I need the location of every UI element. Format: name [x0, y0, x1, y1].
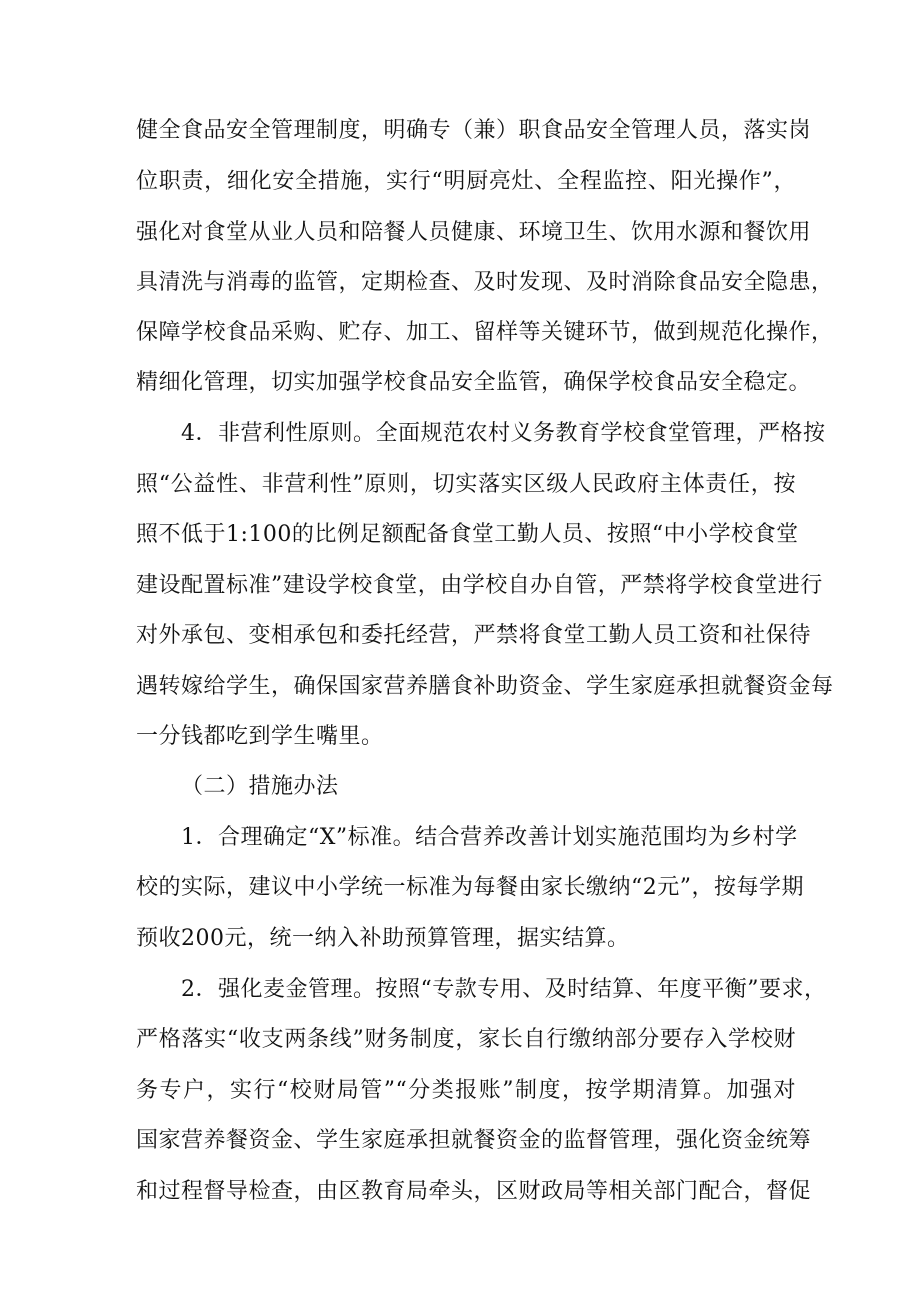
item-2-heading-line: 2．强化麦金管理。按照“专款专用、及时结算、年度平衡”要求， [181, 977, 827, 1002]
paragraph-4-heading-line: 4．非营利性原则。全面规范农村义务教育学校食堂管理，严格按 [181, 421, 826, 446]
text-line: 照“公益性、非营利性”原则，切实落实区级人民政府主体责任，按 [136, 472, 796, 497]
item-1-heading-line: 1．合理确定“X”标准。结合营养改善计划实施范围均为乡村学 [181, 825, 798, 850]
text-line: 具清洗与消毒的监管，定期检查、及时发现、及时消除食品安全隐患， [136, 270, 834, 295]
text-line: 预收200元，统一纳入补助预算管理，据实结算。 [136, 926, 630, 951]
section-heading: （二）措施办法 [181, 774, 339, 799]
text-line: 位职责，细化安全措施，实行“明厨亮灶、全程监控、阳光操作”， [136, 169, 796, 194]
text-line: 遇转嫁给学生，确保国家营养膳食补助资金、学生家庭承担就餐资金每 [136, 674, 834, 699]
text-line: 校的实际，建议中小学统一标准为每餐由家长缴纳“2元”，按每学期 [136, 875, 804, 900]
text-line: 照不低于1:100的比例足额配备食堂工勤人员、按照“中小学校食堂 [136, 522, 799, 547]
text-line: 和过程督导检查，由区教育局牵头，区财政局等相关部门配合，督促 [136, 1179, 812, 1204]
text-line: 健全食品安全管理制度，明确专（兼）职食品安全管理人员，落实岗 [136, 118, 812, 143]
text-line: 建设配置标准”建设学校食堂，由学校自办自管，严禁将学校食堂进行 [136, 573, 823, 598]
text-line: 一分钱都吃到学生嘴里。 [136, 724, 384, 749]
text-line: 精细化管理，切实加强学校食品安全监管，确保学校食品安全稳定。 [136, 370, 812, 395]
text-line: 国家营养餐资金、学生家庭承担就餐资金的监督管理，强化资金统筹 [136, 1128, 812, 1153]
text-line: 务专户，实行“校财局管”“分类报账”制度，按学期清算。加强对 [136, 1078, 796, 1103]
text-line: 强化对食堂从业人员和陪餐人员健康、环境卫生、饮用水源和餐饮用 [136, 220, 812, 245]
text-line: 保障学校食品采购、贮存、加工、留样等关键环节，做到规范化操作， [136, 320, 834, 345]
text-line: 对外承包、变相承包和委托经营，严禁将食堂工勤人员工资和社保待 [136, 623, 812, 648]
text-line: 严格落实“收支两条线”财务制度，家长自行缴纳部分要存入学校财 [136, 1027, 796, 1052]
